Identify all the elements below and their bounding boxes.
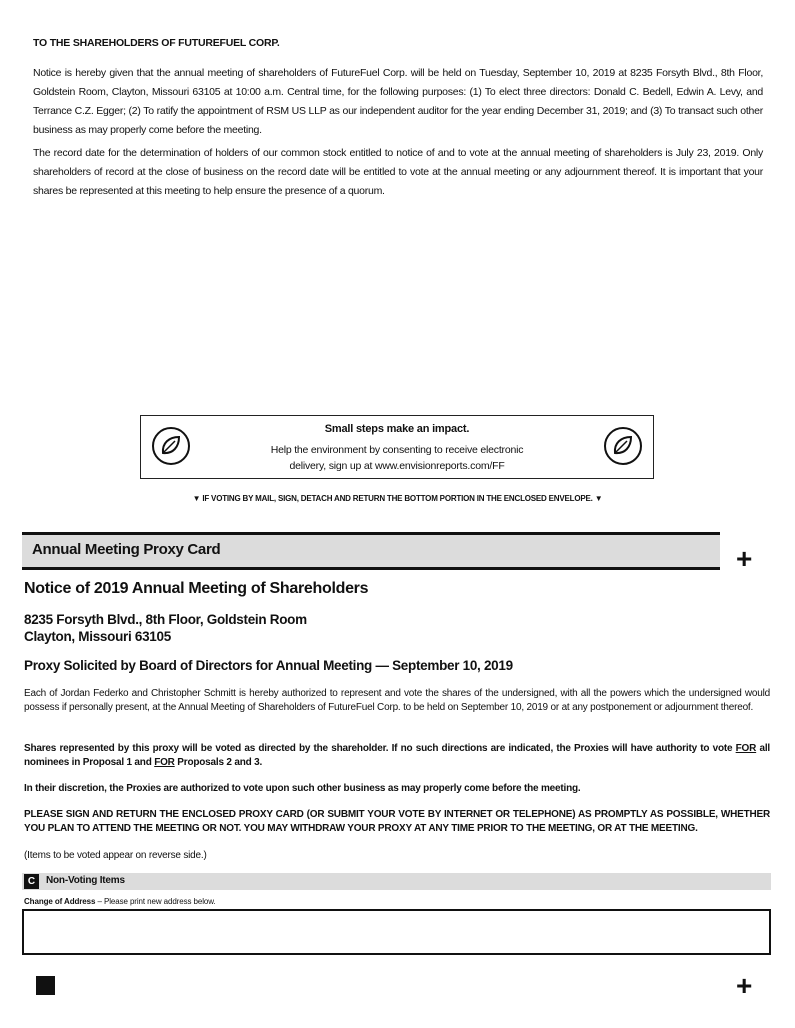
change-of-address-field[interactable] <box>22 909 771 955</box>
record-date-paragraph: The record date for the determination of holders of our common stock entitled to notice of and to vote at the annual meeting of shareholders is July 23, 2019. Only shareholders of record at the close of business on the record date will be entitled to vote at the annual meeting or any adjournment thereof. It is important that your shares be represented at this meeting to help ensure the presence of a quorum. <box>33 147 763 197</box>
notice-heading: TO THE SHAREHOLDERS OF FUTUREFUEL CORP. <box>33 37 280 49</box>
registration-square <box>36 976 55 995</box>
registration-cross-icon: + <box>736 543 753 574</box>
discretion-paragraph: In their discretion, the Proxies are authorized to vote upon such other business as may properly come before the meeting. <box>24 783 581 794</box>
detach-text: IF VOTING BY MAIL, SIGN, DETACH AND RETURN THE BOTTOM PORTION IN THE ENCLOSED ENVELOPE. <box>202 494 593 503</box>
change-of-address-hint: – Please print new address below. <box>95 897 216 906</box>
notice-paragraph: Notice is hereby given that the annual meeting of shareholders of FutureFuel Corp. will be held on Tuesday, September 10, 2019 at 8235 Forsyth Blvd., 8th Floor, Goldstein Room, Clayton, Missouri 63105 at 10:00 a.m. Central time, for the following purposes: (1) To elect three directors: Donald C. Bedell, Edwin A. Levy, and Terrance C.Z. Egger; (2) To ratify the appointment of RSM US LLP as our independent auditor for the year ending December 31, 2019; and (3) To transact such other business as may properly come before the meeting. <box>33 67 763 136</box>
detach-instruction <box>0 494 795 503</box>
direction-text: all nominees in Proposal 1 and <box>24 743 770 768</box>
registration-cross-icon: + <box>736 970 753 1001</box>
eco-text <box>231 442 563 474</box>
leaf-icon <box>603 426 643 466</box>
direction-text: Proposals 2 and 3. <box>174 757 263 768</box>
meeting-address-line-2: Clayton, Missouri 63105 <box>24 629 171 644</box>
change-of-address-label <box>24 897 216 906</box>
section-badge: C <box>24 874 39 889</box>
direction-text: Shares represented by this proxy will be voted as directed by the shareholder. If no such directions are indicated, the Proxies will have authority to vote <box>24 743 736 754</box>
eco-text-line-2[interactable]: delivery, sign up at www.envisionreports.com/FF <box>289 460 505 472</box>
urgent-instruction: PLEASE SIGN AND RETURN THE ENCLOSED PROXY CARD (OR SUBMIT YOUR VOTE BY INTERNET OR TELEPHONE) AS PROMPTLY AS POSSIBLE, WHETHER YOU PLAN TO ATTEND THE MEETING OR NOT. YOU MAY WITHDRAW YOUR PROXY AT ANY TIME PRIOR TO THE MEETING, OR AT THE MEETING. <box>24 809 770 834</box>
section-title: Non-Voting Items <box>46 875 125 886</box>
authorization-paragraph: Each of Jordan Federko and Christopher Schmitt is hereby authorized to represent and vote the shares of the undersigned, with all the powers which the undersigned would possess if personally present, at the Annual Meeting of Shareholders of FutureFuel Corp. to be held on September 10, 2019 or at any postponement or adjournment thereof. <box>24 688 770 713</box>
section-c-header <box>22 873 771 890</box>
arrow-down-icon: ▼ <box>192 494 201 503</box>
arrow-down-icon: ▼ <box>594 494 603 503</box>
eco-title: Small steps make an impact. <box>324 423 470 435</box>
for-word: FOR <box>735 743 757 754</box>
proxy-solicited-heading: Proxy Solicited by Board of Directors for Annual Meeting — September 10, 2019 <box>24 658 513 673</box>
meeting-address-line-1: 8235 Forsyth Blvd., 8th Floor, Goldstein Room <box>24 612 307 627</box>
for-word: FOR <box>154 757 175 768</box>
proxy-card-header <box>22 532 720 570</box>
proxy-card-title: Annual Meeting Proxy Card <box>32 541 221 558</box>
direction-paragraph <box>24 742 770 770</box>
reverse-side-note: (Items to be voted appear on reverse side.) <box>24 850 207 861</box>
eco-text-line-1: Help the environment by consenting to receive electronic <box>270 444 524 456</box>
eco-banner <box>140 415 654 479</box>
change-of-address-title: Change of Address <box>24 897 96 906</box>
meeting-title: Notice of 2019 Annual Meeting of Shareholders <box>24 580 369 597</box>
